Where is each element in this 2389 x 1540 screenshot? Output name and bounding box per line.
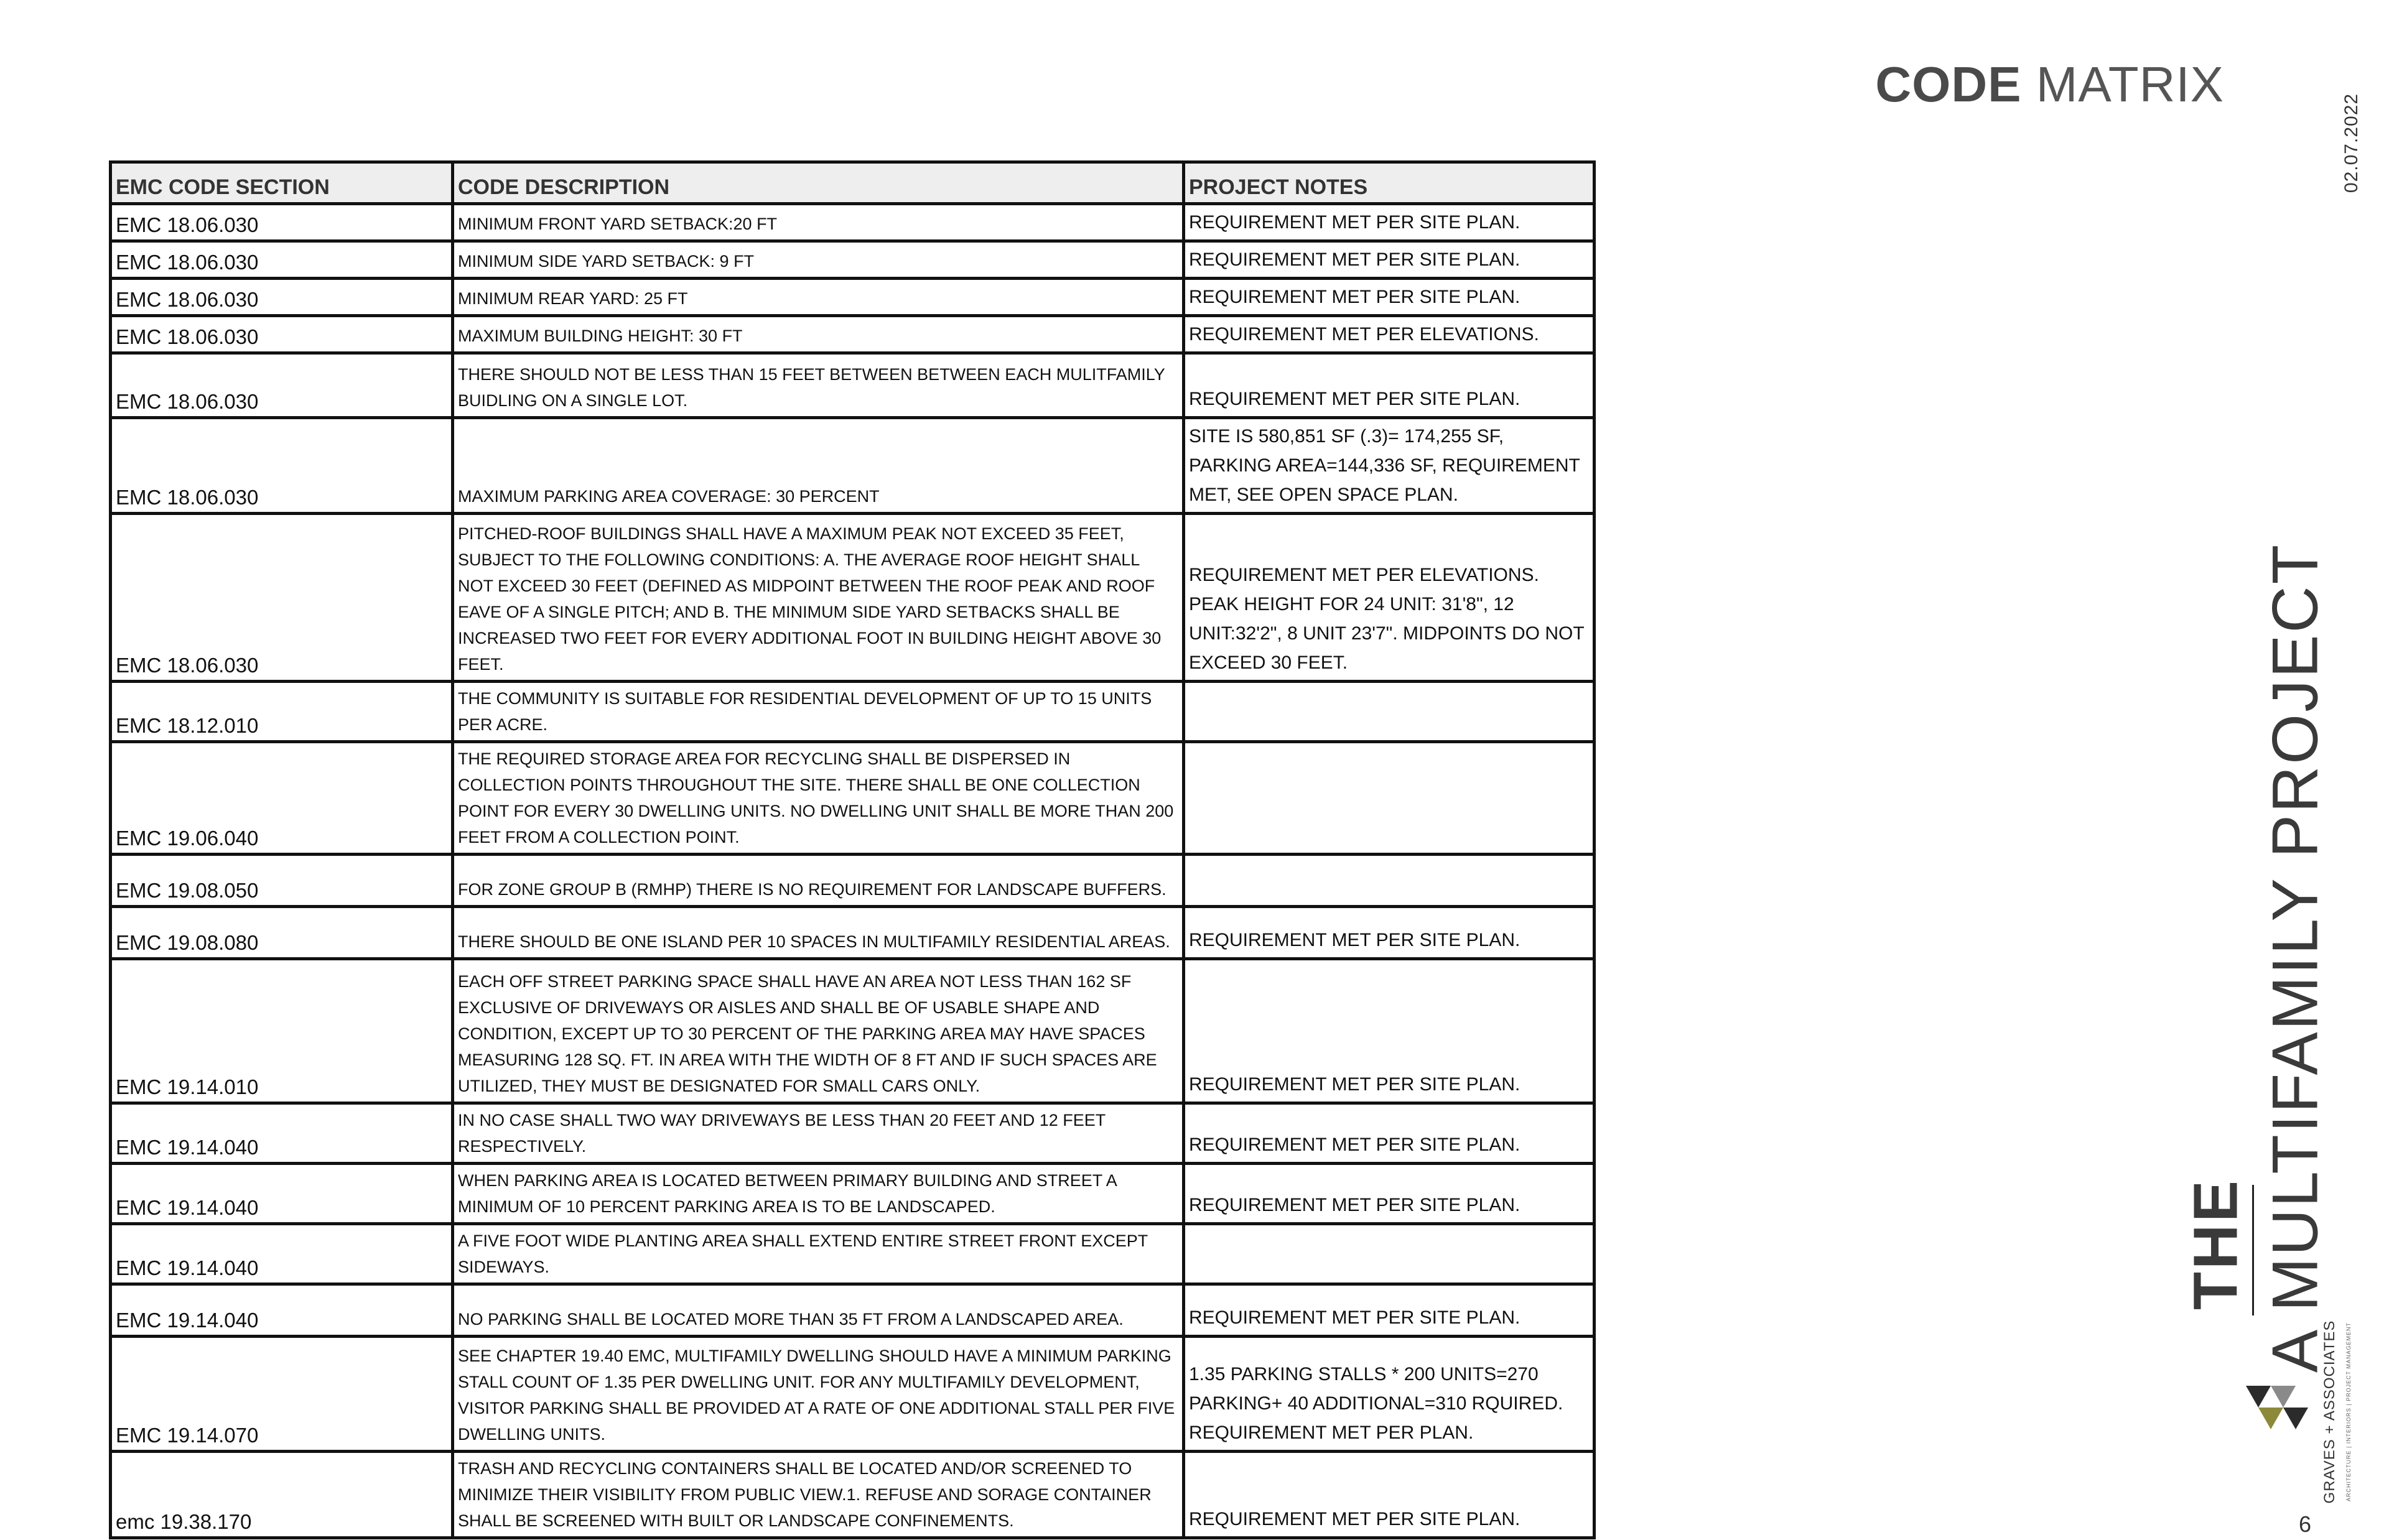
code-description-cell: A FIVE FOOT WIDE PLANTING AREA SHALL EXTEND ENTIRE STREET FRONT EXCEPT SIDEWAYS. [453, 1224, 1184, 1284]
table-row [111, 1452, 1595, 1538]
code-description-cell: IN NO CASE SHALL TWO WAY DRIVEWAYS BE LESS THAN 20 FEET AND 12 FEET RESPECTIVELY. [453, 1103, 1184, 1164]
header-code-section: EMC CODE SECTION [111, 162, 453, 204]
project-notes-cell: REQUIREMENT MET PER SITE PLAN. [1184, 204, 1595, 241]
project-notes-cell: REQUIREMENT MET PER ELEVATIONS. [1184, 316, 1595, 353]
code-section-cell: EMC 18.06.030 [111, 316, 453, 353]
code-section-cell: EMC 18.06.030 [111, 418, 453, 514]
project-notes-cell: REQUIREMENT MET PER ELEVATIONS. PEAK HEIGHT FOR 24 UNIT: 31'8", 12 UNIT:32'2", 8 UNIT 23'7". MIDPOINTS DO NOT EXCEED 30 FEET. [1184, 514, 1595, 682]
code-matrix-table [109, 160, 1596, 1539]
table-row [111, 1103, 1595, 1164]
project-notes-cell: REQUIREMENT MET PER SITE PLAN. [1184, 1103, 1595, 1164]
table-row [111, 204, 1595, 241]
project-subtitle: A MULTIFAMILY PROJECT [2259, 542, 2332, 1373]
project-notes-cell [1184, 1224, 1595, 1284]
header-project-notes: PROJECT NOTES [1184, 162, 1595, 204]
table-row [111, 1337, 1595, 1452]
code-section-cell: EMC 19.14.040 [111, 1103, 453, 1164]
project-notes-cell: REQUIREMENT MET PER SITE PLAN. [1184, 279, 1595, 316]
code-section-cell: EMC 18.06.030 [111, 279, 453, 316]
table-row [111, 1284, 1595, 1337]
table-row [111, 907, 1595, 959]
code-description-cell: THERE SHOULD BE ONE ISLAND PER 10 SPACES IN MULTIFAMILY RESIDENTIAL AREAS. [453, 907, 1184, 959]
firm-name: GRAVES + ASSOCIATES [2321, 1320, 2338, 1504]
project-notes-cell [1184, 682, 1595, 742]
table-row [111, 279, 1595, 316]
project-notes-cell: 1.35 PARKING STALLS * 200 UNITS=270 PARKING+ 40 ADDITIONAL=310 RQUIRED. REQUIREMENT MET PER PLAN. [1184, 1337, 1595, 1452]
table-row [111, 682, 1595, 742]
project-notes-cell: REQUIREMENT MET PER SITE PLAN. [1184, 959, 1595, 1103]
project-notes-cell: REQUIREMENT MET PER SITE PLAN. [1184, 1284, 1595, 1337]
code-section-cell: EMC 19.08.080 [111, 907, 453, 959]
header-code-description: CODE DESCRIPTION [453, 162, 1184, 204]
firm-tagline: ARCHITECTURE | INTERIORS | PROJECT MANAGEMENT [2345, 1322, 2352, 1502]
table-row [111, 959, 1595, 1103]
table-row [111, 353, 1595, 418]
project-divider [2252, 1185, 2254, 1315]
code-description-cell: THE REQUIRED STORAGE AREA FOR RECYCLING SHALL BE DISPERSED IN COLLECTION POINTS THROUGHOUT THE SITE. THERE SHALL BE ONE COLLECTION POINT FOR EVERY 30 DWELLING UNITS. NO DWELLING UNIT SHALL BE MORE THAN 200 FEET FROM A COLLECTION POINT. [453, 742, 1184, 855]
code-description-cell: TRASH AND RECYCLING CONTAINERS SHALL BE LOCATED AND/OR SCREENED TO MINIMIZE THEIR VISIBILITY FROM PUBLIC VIEW.1. REFUSE AND SORAGE CONTAINER SHALL BE SCREENED WITH BUILT OR LANDSCAPE CONFINEMENTS. [453, 1452, 1184, 1538]
page-date: 02.07.2022 [2341, 93, 2362, 193]
project-notes-cell [1184, 855, 1595, 907]
code-description-cell: NO PARKING SHALL BE LOCATED MORE THAN 35 FT FROM A LANDSCAPED AREA. [453, 1284, 1184, 1337]
project-notes-cell: SITE IS 580,851 SF (.3)= 174,255 SF, PARKING AREA=144,336 SF, REQUIREMENT MET, SEE OPEN SPACE PLAN. [1184, 418, 1595, 514]
code-description-cell: MAXIMUM BUILDING HEIGHT: 30 FT [453, 316, 1184, 353]
project-notes-cell: REQUIREMENT MET PER SITE PLAN. [1184, 241, 1595, 279]
code-section-cell: EMC 18.06.030 [111, 353, 453, 418]
project-notes-cell: REQUIREMENT MET PER SITE PLAN. [1184, 353, 1595, 418]
table-row [111, 742, 1595, 855]
table-row [111, 316, 1595, 353]
code-description-cell: WHEN PARKING AREA IS LOCATED BETWEEN PRIMARY BUILDING AND STREET A MINIMUM OF 10 PERCENT PARKING AREA IS TO BE LANDSCAPED. [453, 1164, 1184, 1224]
code-section-cell: EMC 19.14.040 [111, 1164, 453, 1224]
code-section-cell: EMC 19.14.010 [111, 959, 453, 1103]
code-section-cell: EMC 18.06.030 [111, 204, 453, 241]
table-row [111, 241, 1595, 279]
code-description-cell: THERE SHOULD NOT BE LESS THAN 15 FEET BETWEEN BETWEEN EACH MULITFAMILY BUIDLING ON A SINGLE LOT. [453, 353, 1184, 418]
page-title [1875, 57, 2224, 112]
table-header-row [111, 162, 1595, 204]
code-section-cell: EMC 19.08.050 [111, 855, 453, 907]
firm-logo-icon [2240, 1380, 2314, 1436]
code-description-cell: EACH OFF STREET PARKING SPACE SHALL HAVE AN AREA NOT LESS THAN 162 SF EXCLUSIVE OF DRIVEWAYS OR AISLES AND SHALL BE OF USABLE SHAPE AND CONDITION, EXCEPT UP TO 30 PERCENT OF THE PARKING AREA MAY HAVE SPACES MEASURING 128 SQ. FT. IN AREA WITH THE WIDTH OF 8 FT AND IF SUCH SPACES ARE UTILIZED, THEY MUST BE DESIGNATED FOR SMALL CARS ONLY. [453, 959, 1184, 1103]
code-description-cell: FOR ZONE GROUP B (RMHP) THERE IS NO REQUIREMENT FOR LANDSCAPE BUFFERS. [453, 855, 1184, 907]
code-description-cell: MAXIMUM PARKING AREA COVERAGE: 30 PERCENT [453, 418, 1184, 514]
code-description-cell: MINIMUM FRONT YARD SETBACK:20 FT [453, 204, 1184, 241]
code-section-cell: EMC 19.14.040 [111, 1224, 453, 1284]
project-notes-cell: REQUIREMENT MET PER SITE PLAN. [1184, 1452, 1595, 1538]
code-description-cell: PITCHED-ROOF BUILDINGS SHALL HAVE A MAXIMUM PEAK NOT EXCEED 35 FEET, SUBJECT TO THE FOLLOWING CONDITIONS: A. THE AVERAGE ROOF HEIGHT SHALL NOT EXCEED 30 FEET (DEFINED AS MIDPOINT BETWEEN THE ROOF PEAK AND ROOF EAVE OF A SINGLE PITCH; AND B. THE MINIMUM SIDE YARD SETBACKS SHALL BE INCREASED TWO FEET FOR EVERY ADDITIONAL FOOT IN BUILDING HEIGHT ABOVE 30 FEET. [453, 514, 1184, 682]
code-description-cell: THE COMMUNITY IS SUITABLE FOR RESIDENTIAL DEVELOPMENT OF UP TO 15 UNITS PER ACRE. [453, 682, 1184, 742]
code-section-cell: EMC 18.06.030 [111, 514, 453, 682]
project-notes-cell [1184, 742, 1595, 855]
code-section-cell: emc 19.38.170 [111, 1452, 453, 1538]
code-description-cell: MINIMUM SIDE YARD SETBACK: 9 FT [453, 241, 1184, 279]
table-row [111, 1224, 1595, 1284]
code-section-cell: EMC 19.06.040 [111, 742, 453, 855]
code-section-cell: EMC 19.14.070 [111, 1337, 453, 1452]
table-row [111, 1164, 1595, 1224]
project-title: THE [2181, 1178, 2251, 1310]
table-row [111, 418, 1595, 514]
code-section-cell: EMC 18.06.030 [111, 241, 453, 279]
project-notes-cell: REQUIREMENT MET PER SITE PLAN. [1184, 1164, 1595, 1224]
page-title-light: MATRIX [2036, 57, 2224, 112]
code-description-cell: SEE CHAPTER 19.40 EMC, MULTIFAMILY DWELLING SHOULD HAVE A MINIMUM PARKING STALL COUNT OF 1.35 PER DWELLING UNIT. FOR ANY MULTIFAMILY DEVELOPMENT, VISITOR PARKING SHALL BE PROVIDED AT A RATE OF ONE ADDITIONAL STALL PER FIVE DWELLING UNITS. [453, 1337, 1184, 1452]
table-row [111, 514, 1595, 682]
code-description-cell: MINIMUM REAR YARD: 25 FT [453, 279, 1184, 316]
table-row [111, 855, 1595, 907]
code-section-cell: EMC 18.12.010 [111, 682, 453, 742]
project-notes-cell: REQUIREMENT MET PER SITE PLAN. [1184, 907, 1595, 959]
page-title-bold: CODE [1875, 57, 2022, 112]
page-number: 6 [2299, 1511, 2312, 1537]
code-section-cell: EMC 19.14.040 [111, 1284, 453, 1337]
